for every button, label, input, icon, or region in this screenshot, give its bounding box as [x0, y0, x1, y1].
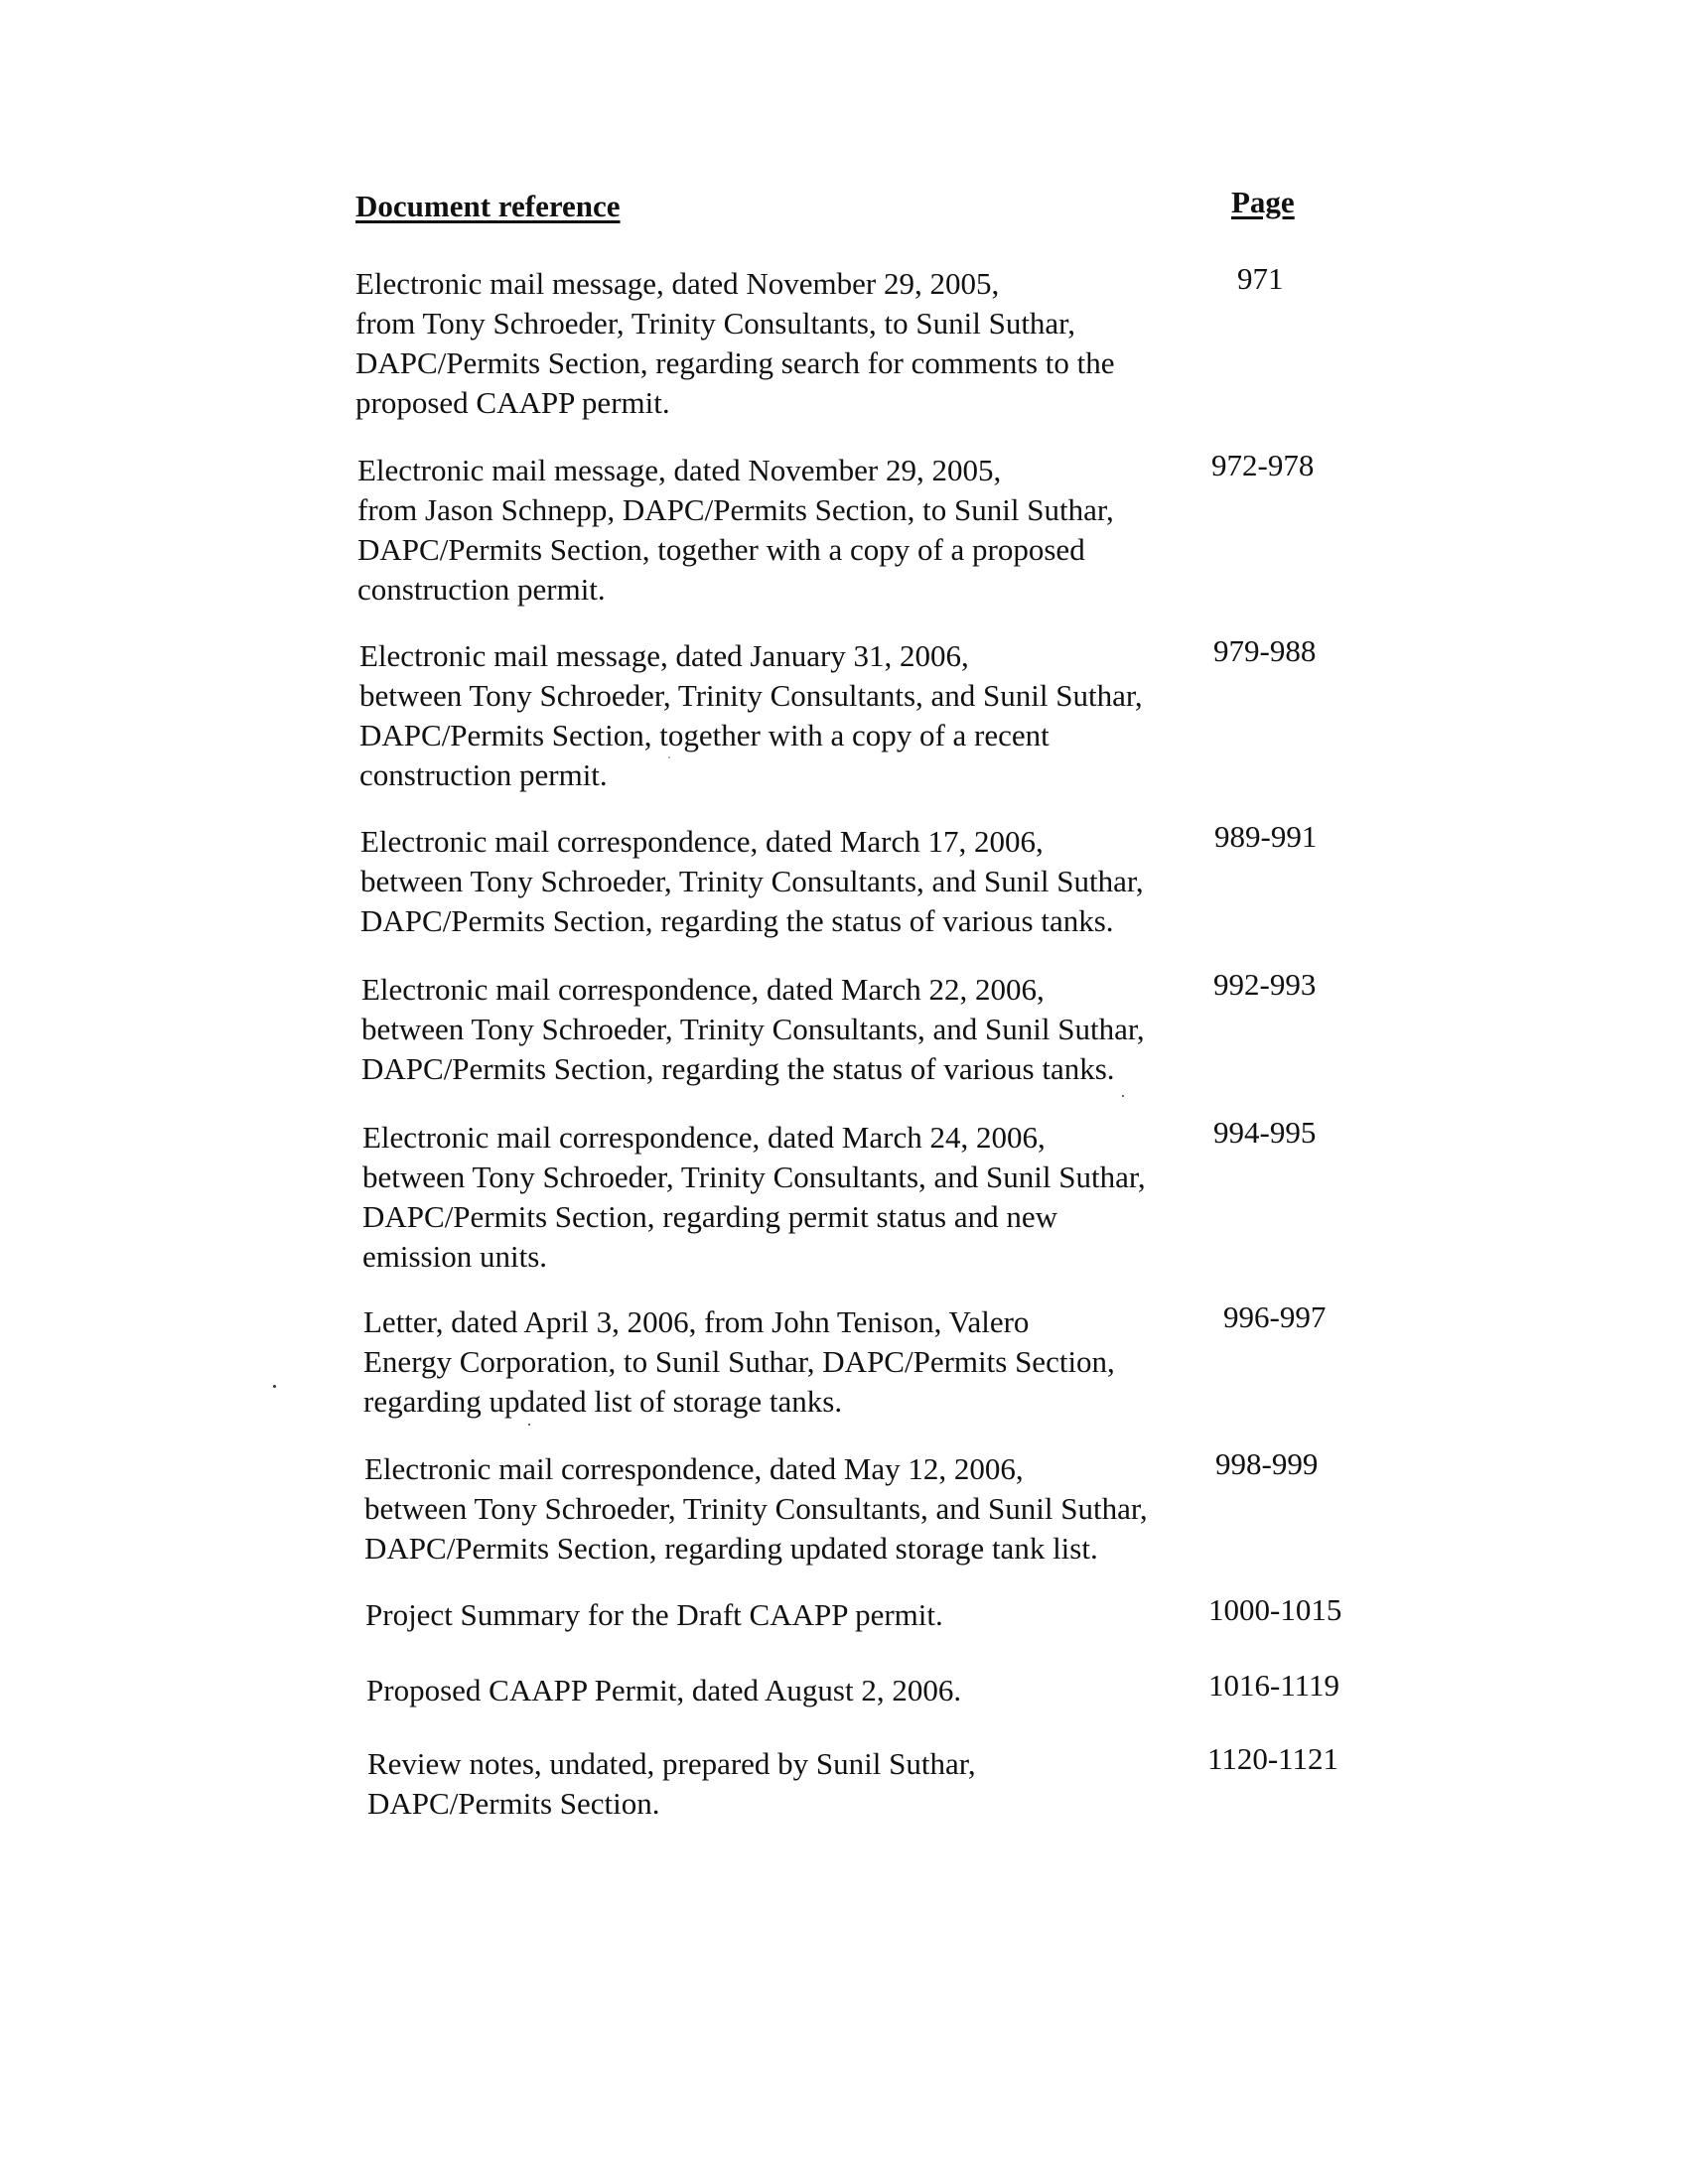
- entry-line: DAPC/Permits Section.: [367, 1786, 660, 1821]
- entry-page: 994-995: [1213, 1115, 1317, 1150]
- entry-line: DAPC/Permits Section, together with a copy of a proposed: [357, 532, 1085, 567]
- entry-line: between Tony Schroeder, Trinity Consultants, and Sunil Suthar,: [361, 1012, 1145, 1046]
- entry-page: 971: [1237, 261, 1284, 296]
- entry-line: Energy Corporation, to Sunil Suthar, DAPC/Permits Section,: [363, 1344, 1115, 1379]
- entry-description: [359, 636, 1223, 795]
- entry-line: DAPC/Permits Section, regarding updated storage tank list.: [364, 1531, 1098, 1566]
- entry-page: 1016-1119: [1208, 1668, 1340, 1703]
- entry-description: [367, 1744, 1231, 1824]
- scan-speck: [273, 1385, 276, 1388]
- entry-line: construction permit.: [357, 572, 606, 607]
- entry-line: between Tony Schroeder, Trinity Consultants, and Sunil Suthar,: [359, 678, 1143, 713]
- entry-line: Electronic mail correspondence, dated March 24, 2006,: [362, 1120, 1046, 1155]
- entry-page: 992-993: [1213, 967, 1317, 1002]
- entry-line: DAPC/Permits Section, regarding the status of various tanks.: [361, 1051, 1115, 1086]
- entry-description: [365, 1595, 1229, 1635]
- entry-line: emission units.: [362, 1239, 548, 1274]
- entry-line: Electronic mail correspondence, dated March 22, 2006,: [361, 972, 1045, 1007]
- entry-page: 972-978: [1211, 448, 1315, 482]
- entry-page: 989-991: [1214, 819, 1318, 854]
- entry-description: [361, 970, 1225, 1089]
- entry-line: proposed CAAPP permit.: [355, 385, 670, 420]
- entry-page: 979-988: [1213, 633, 1317, 668]
- entry-line: Electronic mail correspondence, dated March 17, 2006,: [360, 824, 1044, 859]
- entry-line: Electronic mail message, dated November 29, 2005,: [357, 453, 1002, 487]
- entry-line: from Jason Schnepp, DAPC/Permits Section, to Sunil Suthar,: [357, 492, 1114, 527]
- entry-description: [363, 1302, 1227, 1422]
- entry-description: [364, 1449, 1228, 1569]
- entry-line: Electronic mail correspondence, dated May 12, 2006,: [364, 1451, 1024, 1486]
- entry-line: Proposed CAAPP Permit, dated August 2, 2006.: [366, 1673, 962, 1707]
- entry-line: DAPC/Permits Section, regarding permit status and new: [362, 1199, 1057, 1234]
- page-heading: Page: [1231, 185, 1295, 219]
- entry-description: [357, 451, 1221, 610]
- document-reference-heading: Document reference: [355, 189, 621, 223]
- entry-line: DAPC/Permits Section, regarding the status of various tanks.: [360, 903, 1114, 938]
- entry-page: 996-997: [1223, 1299, 1327, 1334]
- entry-description: [362, 1118, 1226, 1277]
- entry-line: regarding updated list of storage tanks.: [363, 1384, 843, 1419]
- entry-line: construction permit.: [359, 757, 608, 792]
- entry-line: DAPC/Permits Section, regarding search for comments to the: [355, 345, 1115, 380]
- entry-line: Letter, dated April 3, 2006, from John Tenison, Valero: [363, 1304, 1030, 1339]
- scan-speck: [668, 756, 670, 758]
- table-header: [355, 185, 1309, 238]
- entry-line: from Tony Schroeder, Trinity Consultants, to Sunil Suthar,: [355, 306, 1076, 341]
- entry-description: [360, 822, 1224, 941]
- entry-page: 998-999: [1215, 1446, 1319, 1481]
- entry-line: Electronic mail message, dated January 31, 2006,: [359, 638, 969, 673]
- entry-page: 1000-1015: [1208, 1592, 1342, 1627]
- entry-line: DAPC/Permits Section, together with a copy of a recent: [359, 718, 1050, 752]
- scan-speck: [528, 1424, 530, 1426]
- entry-line: between Tony Schroeder, Trinity Consultants, and Sunil Suthar,: [362, 1160, 1146, 1194]
- entry-line: between Tony Schroeder, Trinity Consultants, and Sunil Suthar,: [360, 864, 1144, 898]
- entry-description: [355, 264, 1219, 423]
- entry-line: Review notes, undated, prepared by Sunil Suthar,: [367, 1746, 976, 1781]
- scan-speck: [1122, 1095, 1124, 1097]
- entry-line: Electronic mail message, dated November 29, 2005,: [355, 266, 1000, 301]
- entry-line: Project Summary for the Draft CAAPP permit.: [365, 1597, 943, 1632]
- entry-description: [366, 1671, 1230, 1710]
- entry-line: between Tony Schroeder, Trinity Consultants, and Sunil Suthar,: [364, 1491, 1148, 1526]
- entry-page: 1120-1121: [1207, 1741, 1339, 1776]
